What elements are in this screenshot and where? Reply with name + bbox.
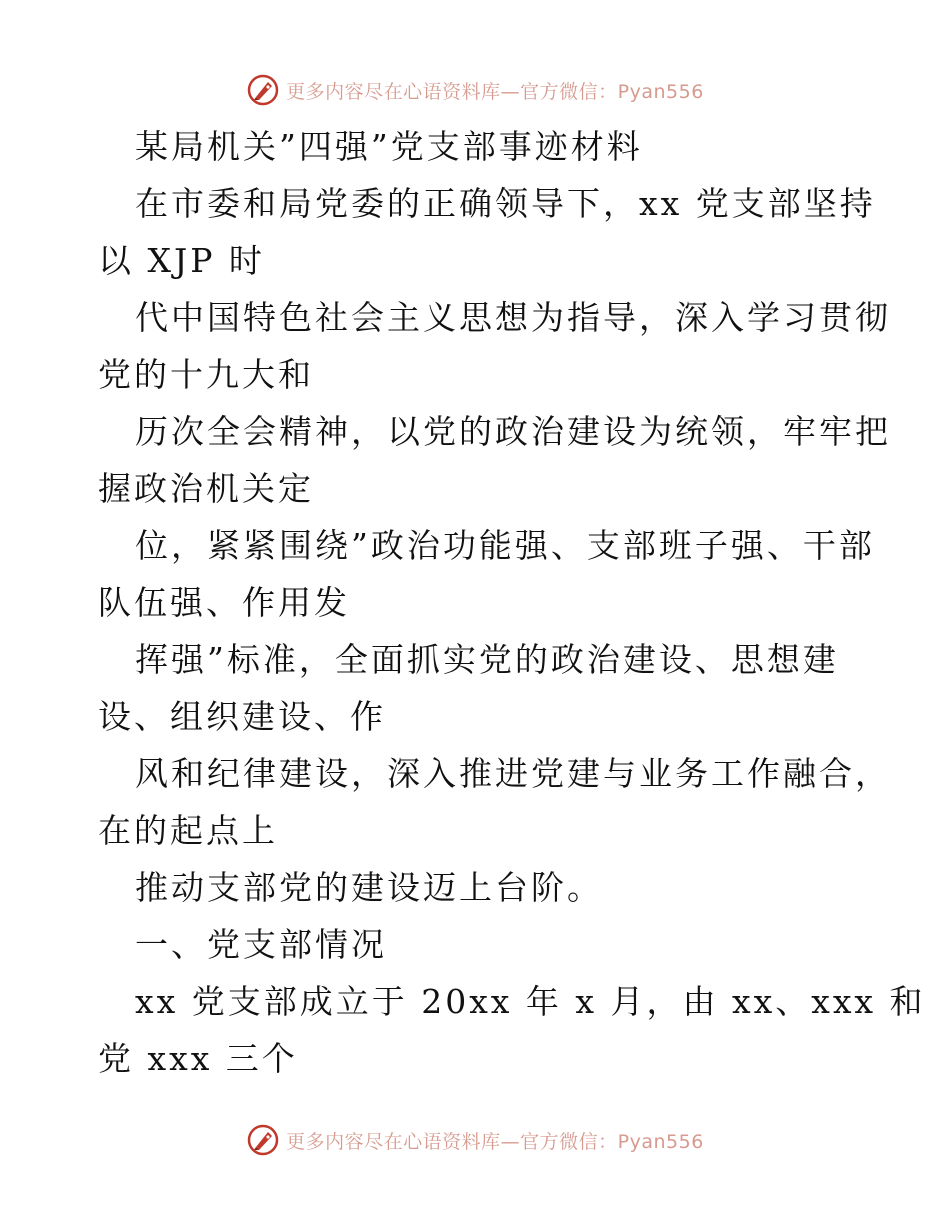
document-line: 在市委和局党委的正确领导下，xx 党支部坚持 <box>135 184 876 223</box>
document-line: 党的十九大和 <box>98 355 314 394</box>
watermark-text: 更多内容尽在心语资料库—官方微信：Pyan556 <box>286 1130 704 1153</box>
document-line: 位，紧紧围绕”政治功能强、支部班子强、干部 <box>135 526 875 565</box>
watermark-text: 更多内容尽在心语资料库—官方微信：Pyan556 <box>286 80 704 103</box>
pen-nib-icon <box>246 73 280 107</box>
document-line: 挥强”标准，全面抓实党的政治建设、思想建 <box>135 640 839 679</box>
document-line: 在的起点上 <box>98 811 278 850</box>
document-line: 一、党支部情况 <box>135 925 387 964</box>
document-line: 党 xxx 三个 <box>98 1039 298 1078</box>
document-line: 以 XJP 时 <box>98 241 265 280</box>
document-body <box>98 118 926 1087</box>
document-line: 推动支部党的建设迈上台阶。 <box>135 868 603 907</box>
document-line: 设、组织建设、作 <box>98 697 386 736</box>
document-line: 队伍强、作用发 <box>98 583 350 622</box>
document-line: 握政治机关定 <box>98 469 314 508</box>
document-line: 历次全会精神，以党的政治建设为统领，牢牢把 <box>135 412 891 451</box>
watermark-footer <box>0 1120 950 1160</box>
watermark-header <box>0 70 950 110</box>
document-line: 代中国特色社会主义思想为指导，深入学习贯彻 <box>135 298 891 337</box>
document-line: xx 党支部成立于 20xx 年 x 月，由 xx、xxx 和 <box>135 982 926 1021</box>
document-line: 风和纪律建设，深入推进党建与业务工作融合， <box>135 754 891 793</box>
document-line: 某局机关”四强”党支部事迹材料 <box>135 127 643 166</box>
pen-nib-icon <box>246 1123 280 1157</box>
